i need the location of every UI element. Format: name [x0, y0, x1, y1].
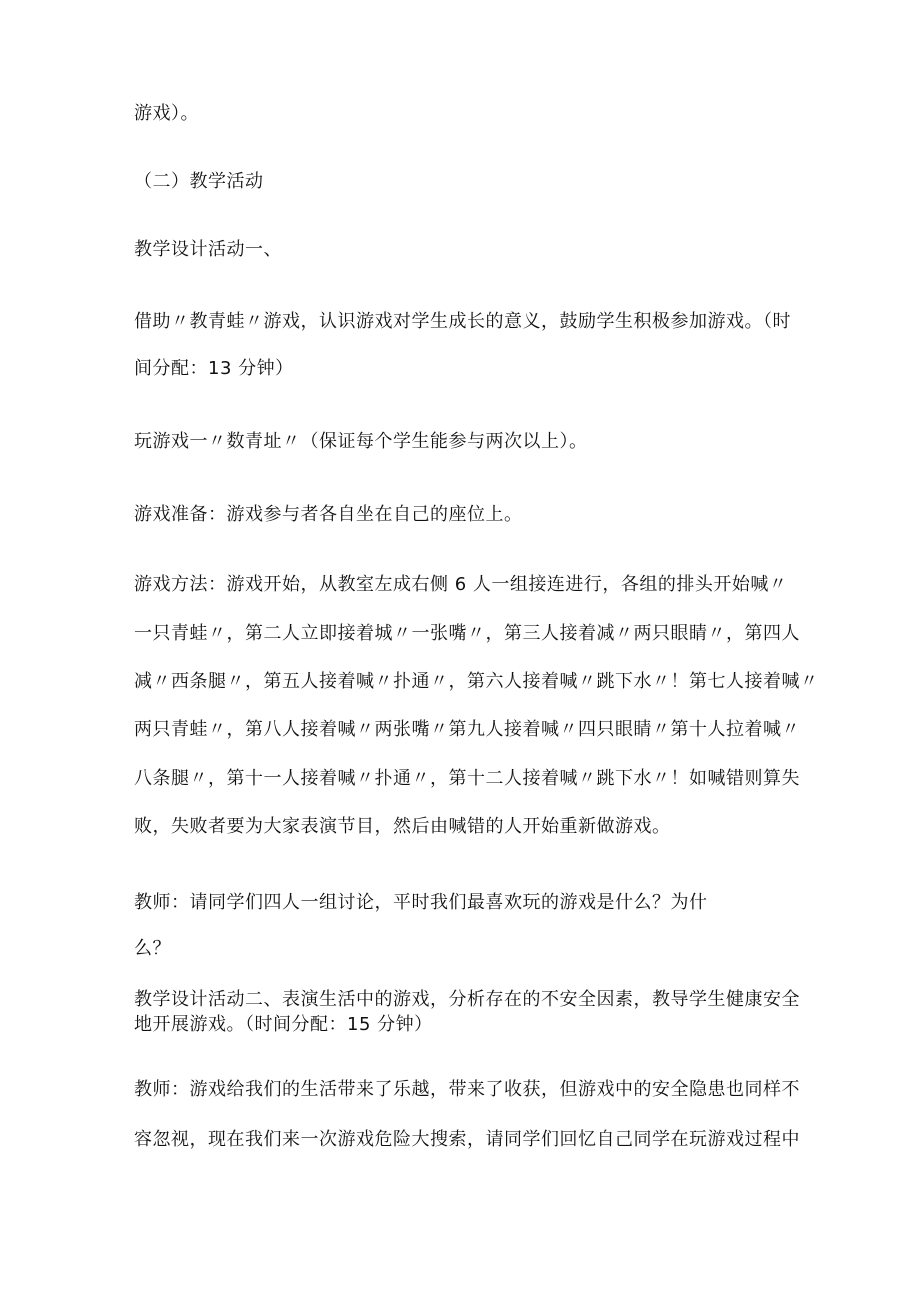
text-line: 败，失败者要为大家表演节目，然后由喊错的人开始重新做游戏。 [134, 816, 671, 837]
section-heading: （二）教学活动 [134, 171, 264, 192]
text-line: 游戏准备：游戏参与者各自坐在自己的座位上。 [134, 504, 523, 525]
text-line: 教师：游戏给我们的生活带来了乐越，带来了收获，但游戏中的安全隐患也同样不 [134, 1079, 800, 1100]
text-line: 借助〃教青蛙〃游戏，认识游戏对学生成长的意义，鼓励学生积极参加游戏。（时 [134, 311, 791, 332]
text-line: 八条腿〃，第十一人接着喊〃扑通〃，第十二人接着喊〃跳下水〃！如喊错则算失 [134, 768, 800, 789]
text-line: 两只青蛙〃，第八人接着喊〃两张嘴〃第九人接着喊〃四只眼睛〃第十人拉着喊〃 [134, 719, 800, 740]
text-line: 减〃西条腿〃，第五人接着喊〃扑通〃，第六人接着喊〃跳下水〃！第七人接着喊〃 [134, 671, 819, 692]
text-line: 一只青蛙〃，第二人立即接着城〃一张嘴〃，第三人接着减〃两只眼睛〃，第四人 [134, 623, 800, 644]
text-line: 容忽视，现在我们来一次游戏危险大搜索，请同学们回忆自己同学在玩游戏过程中 [134, 1129, 800, 1150]
text-line: 玩游戏一〃数青址〃（保证每个学生能参与两次以上）。 [134, 431, 588, 452]
text-line: 游戏）。 [134, 103, 199, 124]
text-line: 教师：请同学们四人一组讨论，平时我们最喜欢玩的游戏是什么？为什 [134, 892, 708, 913]
text-line: 地开展游戏。（时间分配：15 分钟） [134, 1014, 433, 1035]
activity-heading: 教学设计活动二、表演生活中的游戏，分析存在的不安全因素，教导学生健康安全 [134, 989, 800, 1010]
text-line: 游戏方法：游戏开始，从教室左成右侧 6 人一组接连进行，各组的排头开始喊〃 [134, 574, 788, 595]
text-line: 间分配：13 分钟） [134, 358, 294, 379]
activity-heading: 教学设计活动一、 [134, 239, 282, 260]
text-line: 么？ [134, 938, 171, 959]
